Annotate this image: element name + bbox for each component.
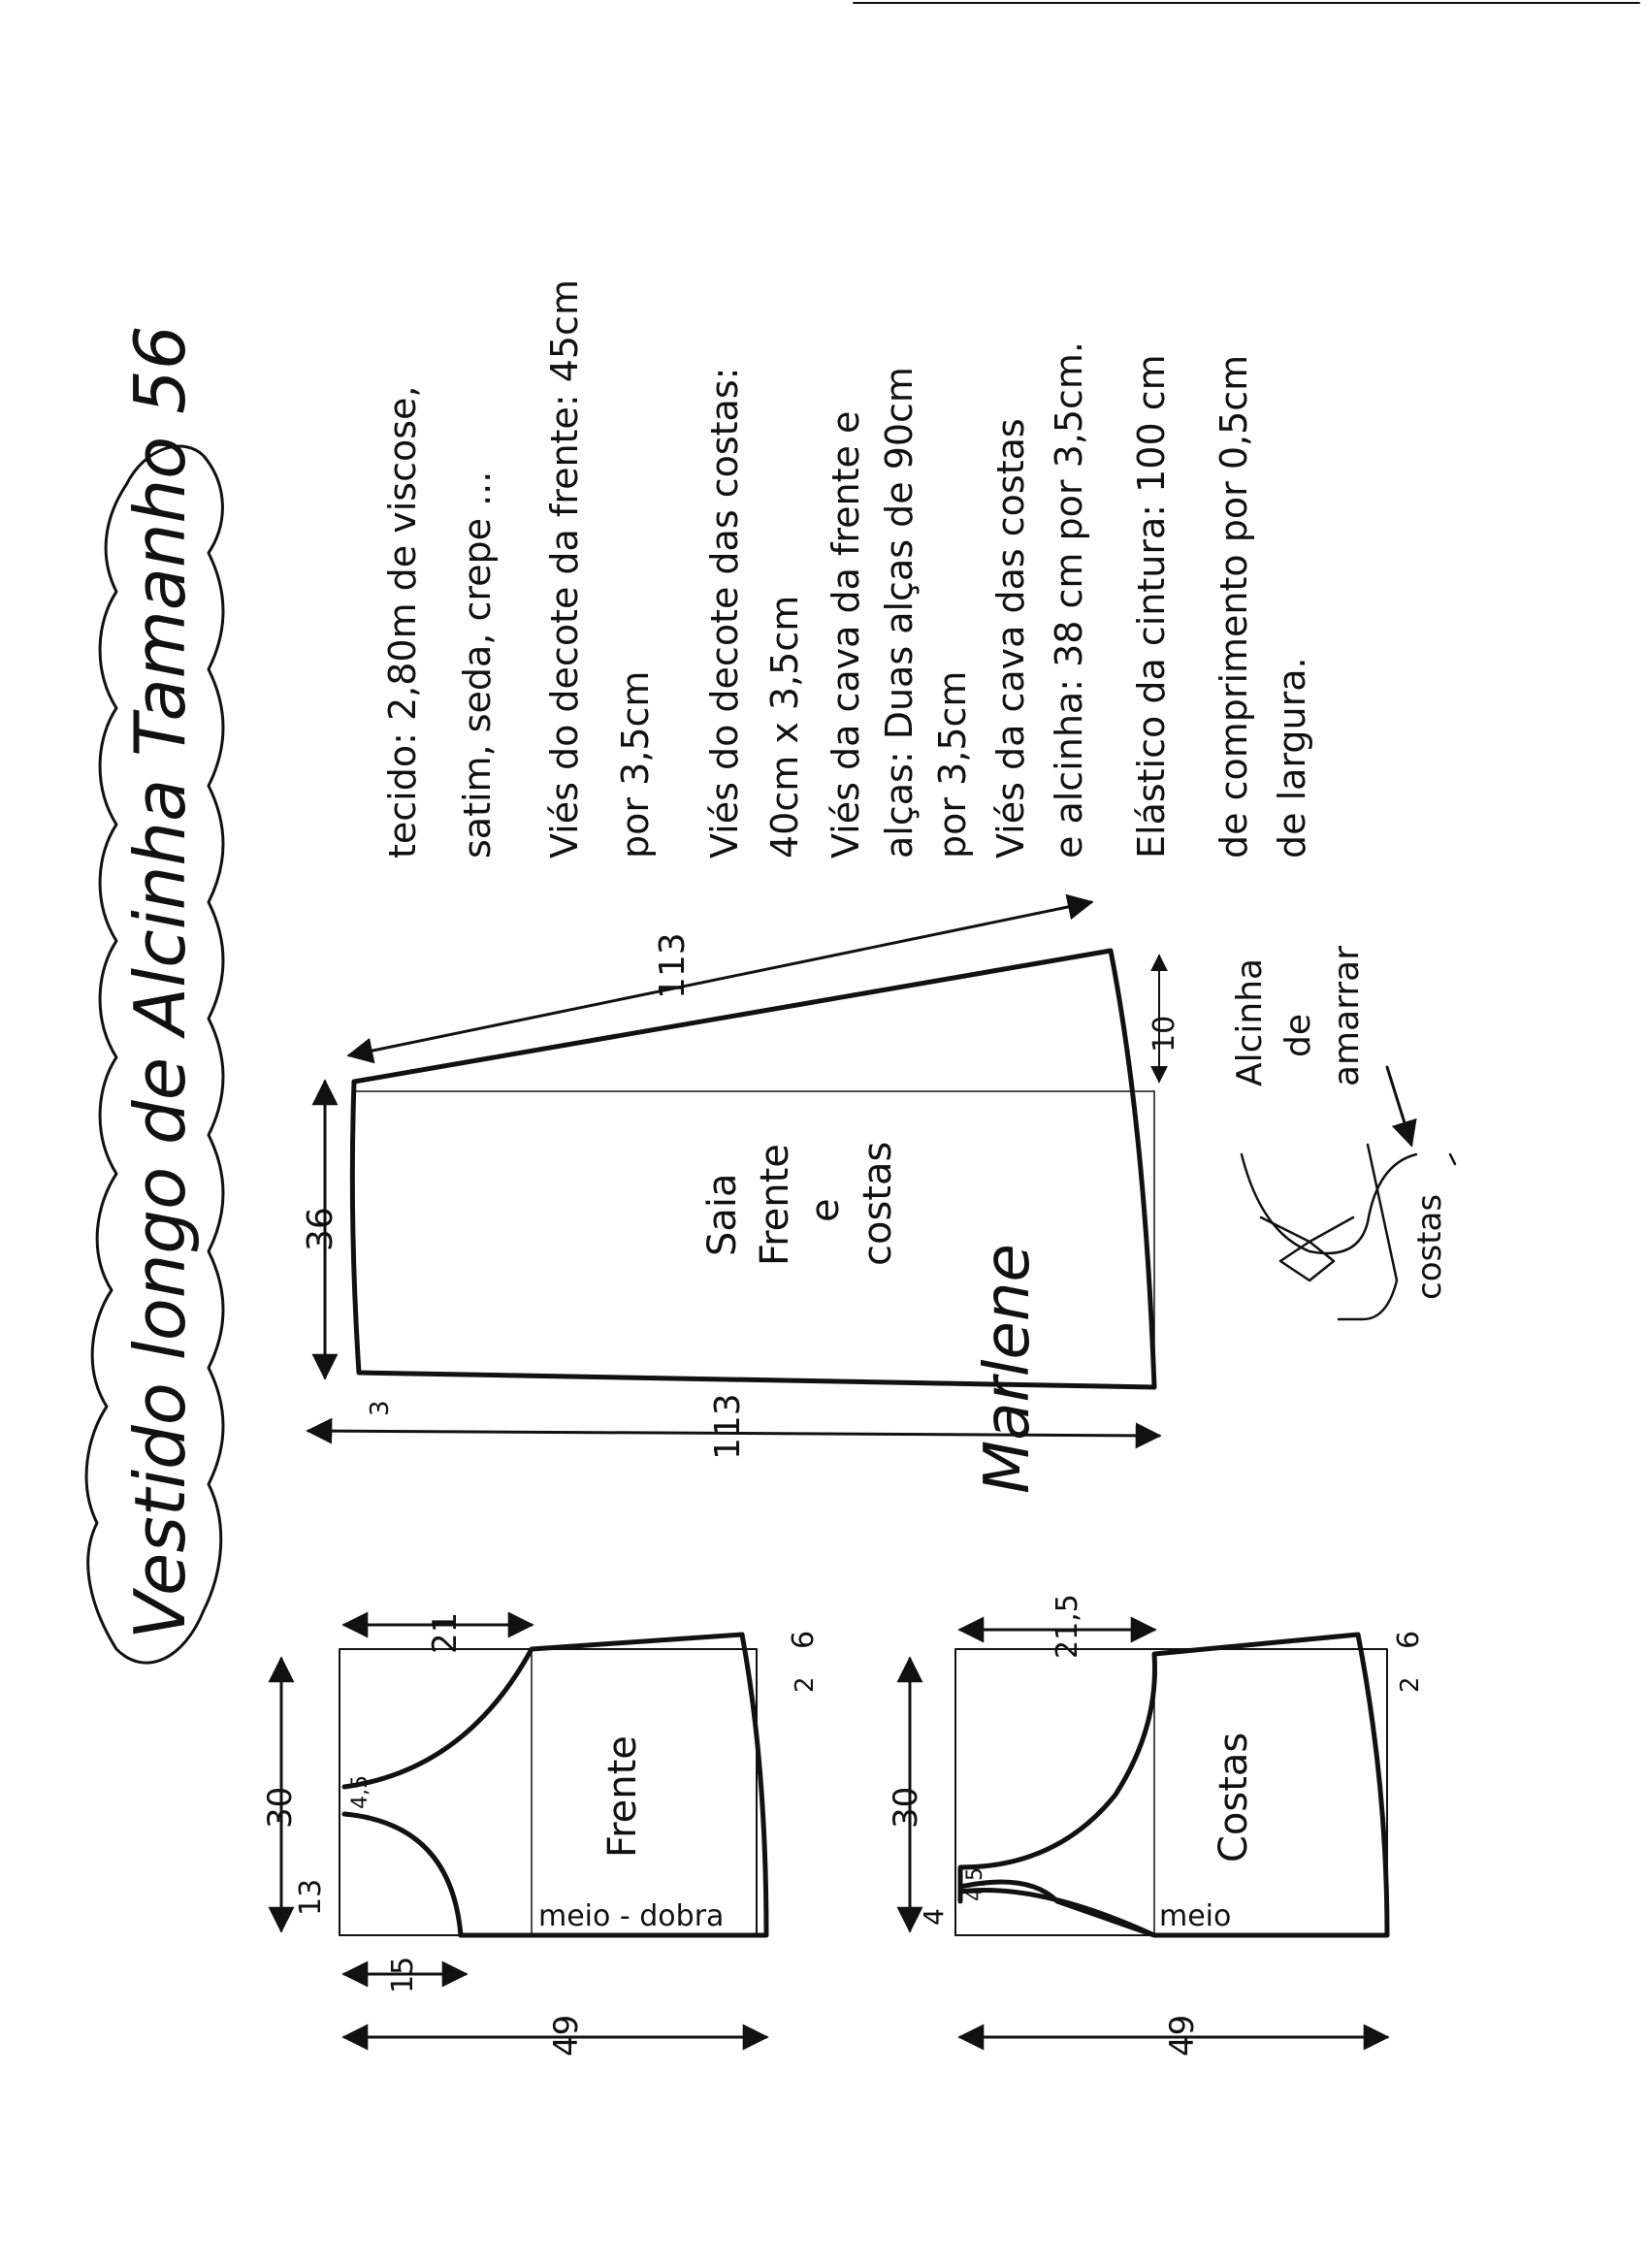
skirt-hem-dim-label: 10 — [1148, 1015, 1181, 1053]
strap-note — [1230, 946, 1455, 1319]
back-side-dim-label: 2 — [1396, 1676, 1425, 1693]
signature: Marlene — [972, 1244, 1044, 1494]
back-shoulder-dim-label: 6 — [1392, 1630, 1426, 1649]
front-width-dim-label: 49 — [547, 2014, 586, 2057]
instruction-line-7: Viés da cava da frente e — [824, 410, 867, 859]
back-bodice-piece — [887, 1594, 1426, 2057]
back-strap-dim-label: 4,5 — [963, 1867, 987, 1901]
front-fold-label: meio - dobra — [538, 1899, 725, 1933]
skirt-height-dim-label: 36 — [301, 1207, 340, 1251]
back-lower-dim-label: 4 — [918, 1908, 950, 1926]
strap-note-arrow — [1387, 1067, 1411, 1145]
instruction-line-1: tecido: 2,80m de viscose, — [381, 385, 424, 859]
instructions — [381, 279, 1313, 859]
instruction-line-10: Viés da cava das costas — [989, 418, 1032, 859]
skirt-label-line-1: Saia — [700, 1173, 745, 1256]
front-bodice-frame — [340, 1649, 757, 1935]
strap-note-line-1: Alcinha — [1230, 957, 1270, 1086]
skirt-piece — [301, 902, 1181, 1460]
instruction-line-6: 40cm x 3,5cm — [763, 595, 806, 859]
back-label: Costas — [1212, 1732, 1256, 1863]
back-bodice-outline — [960, 1635, 1387, 1935]
back-height-dim-label: 30 — [887, 1786, 925, 1829]
skirt-bottom-dim-label: 113 — [708, 1393, 748, 1460]
front-shoulder-dim-label: 6 — [787, 1630, 821, 1649]
back-top-dim-label: 21,5 — [1051, 1594, 1084, 1659]
skirt-waist-dim-label: 3 — [366, 1400, 395, 1416]
front-side-dim-label: 2 — [791, 1676, 820, 1693]
title-cloud — [86, 325, 223, 1663]
skirt-label — [700, 1142, 900, 1266]
page-title: Vestido longo de Alcinha Tamanho 56 — [119, 325, 201, 1639]
strap-note-line-3: amarrar — [1327, 945, 1367, 1086]
back-width-dim-label: 49 — [1163, 2014, 1202, 2057]
front-bottom-dim-label: 15 — [386, 1956, 420, 1993]
front-top-dim-label: 21 — [426, 1611, 465, 1654]
instruction-line-13: de comprimento por 0,5cm — [1212, 354, 1255, 859]
skirt-label-line-4: costas — [856, 1141, 900, 1266]
instruction-line-14: de largura. — [1271, 657, 1313, 859]
front-height-dim-label: 30 — [261, 1786, 300, 1829]
skirt-top-dim-label: 113 — [653, 932, 693, 999]
instruction-line-5: Viés do decote das costas: — [703, 367, 746, 859]
instruction-line-12: Elástico da cintura: 100 cm — [1130, 354, 1173, 859]
instruction-line-8: alças: Duas alças de 90cm — [878, 367, 921, 859]
instruction-line-11: e alcinha: 38 cm por 3,5cm. — [1048, 340, 1090, 859]
front-bodice-outline — [344, 1635, 766, 1935]
front-bodice-piece — [261, 1612, 821, 2057]
instruction-line-9: por 3,5cm — [931, 670, 974, 859]
front-strap-dim-label: 4,5 — [348, 1775, 372, 1809]
front-lower-dim-label: 13 — [294, 1878, 328, 1916]
strap-note-line-2: de — [1278, 1014, 1318, 1057]
skirt-top-dimension — [349, 902, 1091, 1055]
instruction-line-4: por 3,5cm — [614, 670, 657, 859]
instruction-line-2: satim, seda, crepe ... — [456, 470, 499, 859]
skirt-label-line-3: e — [803, 1198, 848, 1222]
back-fold-label: meio — [1159, 1899, 1232, 1933]
skirt-label-line-2: Frente — [753, 1144, 797, 1266]
instruction-line-3: Viés do decote da frente: 45cm — [543, 279, 586, 859]
strap-sketch-costas-label: costas — [1410, 1193, 1449, 1300]
front-label: Frente — [600, 1735, 645, 1858]
